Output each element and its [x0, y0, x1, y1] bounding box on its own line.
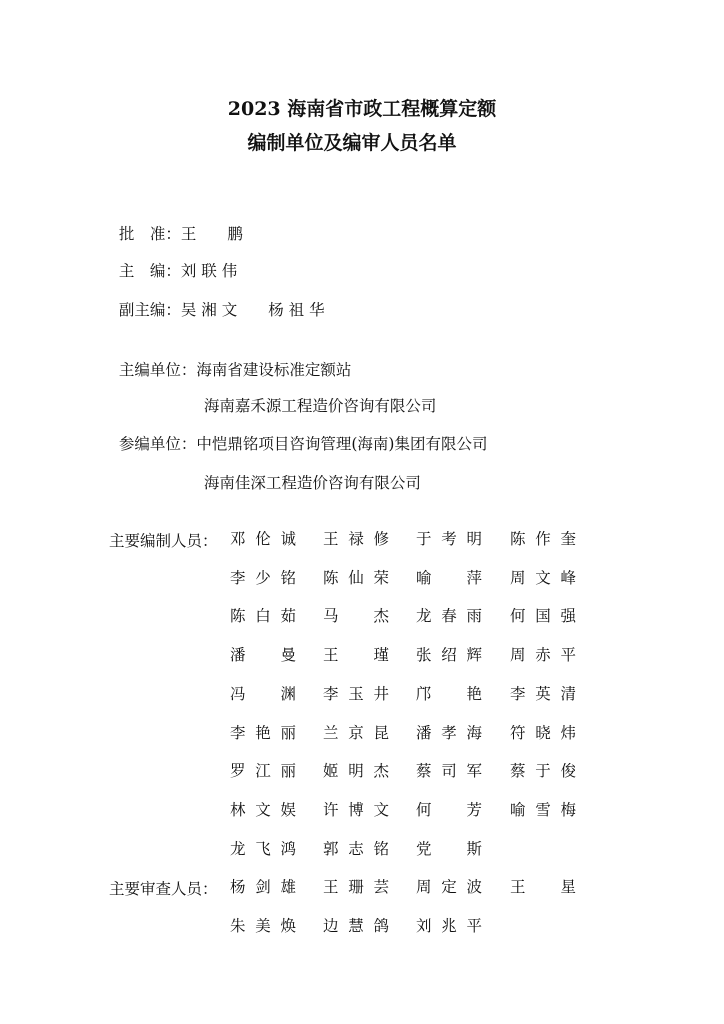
person-name: 喻 萍: [416, 568, 482, 587]
person-name: 杨 剑 雄: [230, 878, 296, 896]
document-title-line-2: 编制单位及编审人员名单: [247, 132, 457, 154]
editing-unit-row: [109, 340, 351, 380]
deputy-editor-value: 吴 湘 文 杨 祖 华: [180, 301, 325, 319]
chief-editor-value: 刘 联 伟: [180, 262, 238, 280]
approval-label: 批 准：: [118, 225, 181, 243]
person-name: 李 玉 井: [323, 684, 389, 703]
person-name: 兰 京 昆: [323, 723, 389, 742]
person-name: 何 国 强: [510, 607, 576, 626]
person-name: 邝 艳: [416, 684, 482, 703]
person-name: 王 珊 芸: [323, 878, 389, 896]
person-name: 蔡 于 俊: [510, 762, 576, 781]
person-name: 许 博 文: [323, 800, 389, 819]
person-name: 周 赤 平: [510, 646, 576, 665]
person-name: 李 艳 丽: [230, 723, 296, 742]
participating-unit-name: 海南佳深工程造价咨询有限公司: [203, 474, 421, 492]
reviewers-label: 主要审查人员：: [109, 880, 218, 898]
participating-unit-name: 中恺鼎铭项目咨询管理(海南)集团有限公司: [196, 435, 488, 453]
person-name: 王 禄 修: [323, 530, 389, 548]
person-name: 潘 曼: [230, 646, 296, 665]
document-title-line-1: 2023 海南省市政工程概算定额: [227, 98, 497, 120]
person-name: 李 英 清: [510, 684, 576, 703]
chief-editor-row: [109, 241, 237, 281]
person-name: 龙 飞 鸿: [230, 839, 296, 858]
person-name: 龙 春 雨: [416, 607, 482, 626]
participating-units-label: 参编单位：: [118, 435, 197, 453]
editing-units-label: 主编单位：: [118, 361, 197, 379]
person-name: 林 文 娱: [230, 800, 296, 819]
person-name: 陈 作 奎: [510, 530, 576, 548]
person-name: 张 绍 辉: [416, 646, 482, 665]
person-name: 周 定 波: [416, 878, 482, 896]
person-name: 符 晓 炜: [510, 723, 576, 742]
person-name: 郭 志 铭: [323, 839, 389, 858]
person-name: 马 杰: [323, 607, 389, 626]
deputy-editor-row: [109, 280, 325, 320]
person-name: 冯 渊: [230, 684, 296, 703]
person-name: 陈 仙 荣: [323, 568, 389, 587]
editing-unit-name: 海南省建设标准定额站: [196, 361, 352, 379]
participating-unit-row: [109, 414, 487, 454]
person-name: 姬 明 杰: [323, 762, 389, 781]
participating-unit-row: [194, 453, 421, 493]
deputy-editor-label: 副主编：: [118, 301, 181, 319]
person-name: 蔡 司 军: [416, 762, 482, 781]
person-name: 罗 江 丽: [230, 762, 296, 781]
person-name: 党 斯: [416, 839, 482, 858]
person-name: 喻 雪 梅: [510, 800, 576, 819]
person-name: 邓 伦 诚: [230, 530, 296, 548]
approval-value: 王 鹏: [180, 225, 243, 243]
chief-editor-label: 主 编：: [118, 262, 181, 280]
person-name: 何 芳: [416, 800, 482, 819]
editing-unit-name: 海南嘉禾源工程造价咨询有限公司: [203, 397, 437, 415]
editing-unit-row: [194, 376, 436, 416]
person-name: 陈 白 茹: [230, 607, 296, 626]
person-name: 潘 孝 海: [416, 723, 482, 742]
approval-row: [109, 204, 243, 244]
person-name: 朱 美 焕: [230, 916, 296, 935]
person-name: 边 慧 鸽: [323, 916, 389, 935]
person-name: 王 瑾: [323, 646, 389, 665]
person-name: 刘 兆 平: [416, 916, 482, 935]
person-name: 王 星: [510, 878, 576, 896]
person-name: 李 少 铭: [230, 568, 296, 587]
editors-label: 主要编制人员：: [109, 532, 218, 550]
person-name: 于 考 明: [416, 530, 482, 548]
person-name: 周 文 峰: [510, 568, 576, 587]
